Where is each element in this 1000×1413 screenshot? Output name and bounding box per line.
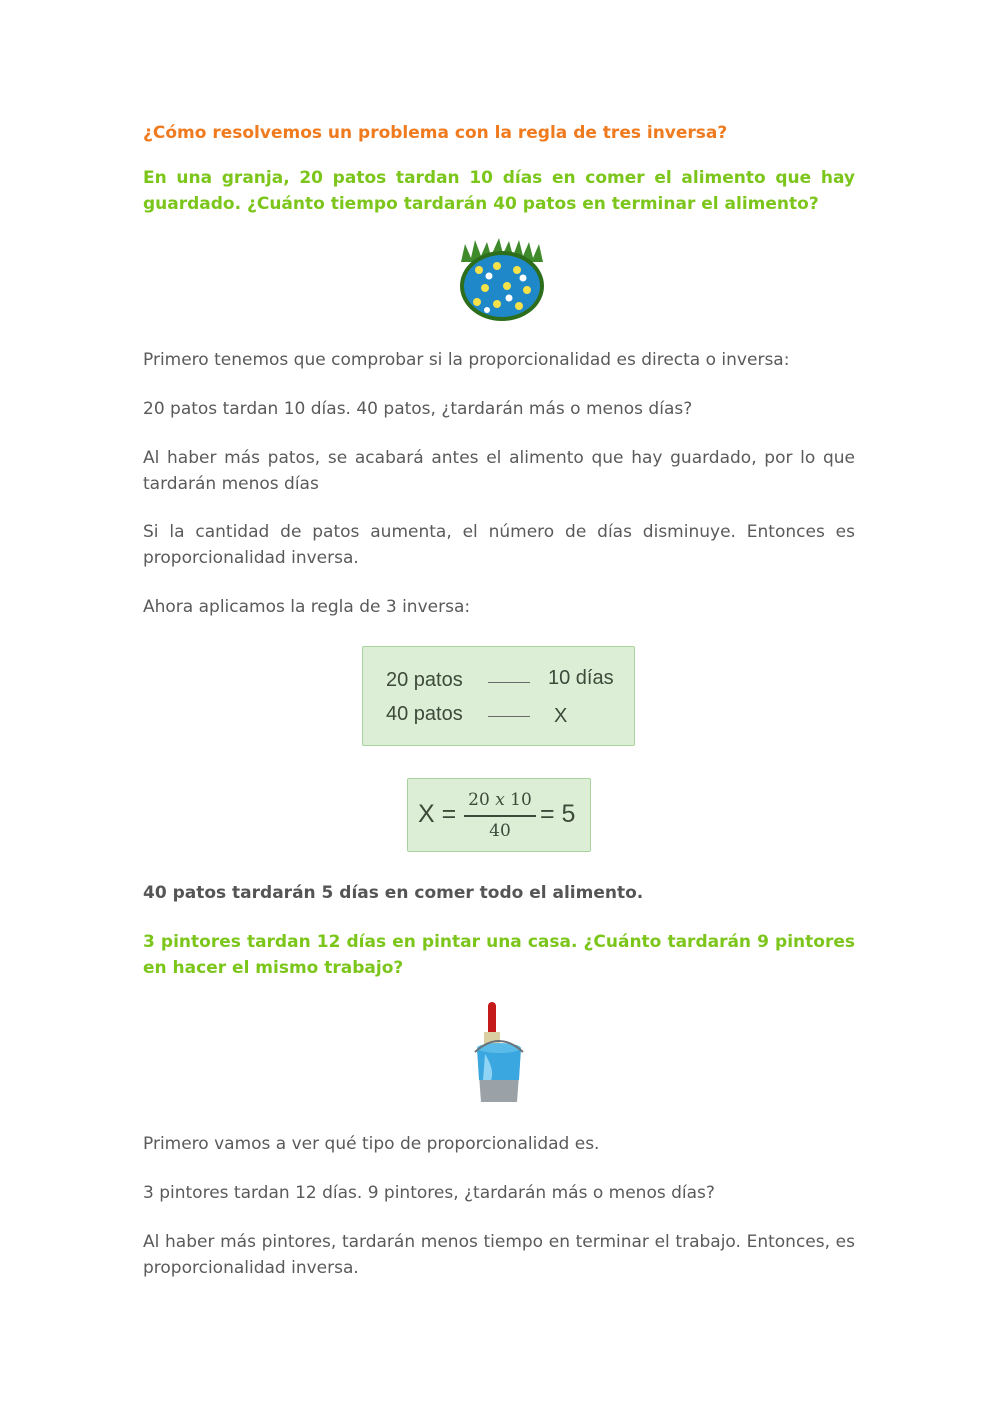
rule-row1-left: 20 patos <box>386 669 463 691</box>
formula-lhs: X = <box>418 800 457 828</box>
p2-question-text: 3 pintores tardan 12 días. 9 pintores, ¿tardarán más o menos días? <box>143 1183 715 1203</box>
formula-fraction-bar <box>464 815 536 817</box>
p1-answer: 40 patos tardarán 5 días en comer todo el alimento. <box>143 883 644 903</box>
problem-2-statement: 3 pintores tardan 12 días en pintar una casa. ¿Cuánto tardarán 9 pintores en hacer el mismo trabajo? <box>143 932 855 978</box>
formula-denominator: 40 <box>489 821 511 841</box>
p1-reason-text: Al haber más patos, se acabará antes el alimento que hay guardado, por lo que tardarán menos días <box>143 448 855 494</box>
paint-bucket-illustration <box>471 1000 527 1108</box>
rule-row2-left: 40 patos <box>386 703 463 725</box>
rule-row1-dash <box>488 682 530 683</box>
formula-numerator: 20 𝑥 10 <box>468 790 532 810</box>
page-heading: ¿Cómo resolvemos un problema con la regla de tres inversa? <box>143 123 728 143</box>
problem-1-statement: En una granja, 20 patos tardan 10 días en comer el alimento que hay guardado. ¿Cuánto tiempo tardarán 40 patos en terminar el alimento? <box>143 168 855 214</box>
rule-of-three-box <box>362 646 635 746</box>
duck-pond-illustration <box>457 236 547 324</box>
p2-check-text: Primero vamos a ver qué tipo de proporcionalidad es. <box>143 1134 600 1154</box>
p1-apply-text: Ahora aplicamos la regla de 3 inversa: <box>143 597 471 617</box>
p1-question-text: 20 patos tardan 10 días. 40 patos, ¿tardarán más o menos días? <box>143 399 693 419</box>
rule-row2-dash <box>488 716 530 717</box>
formula-box <box>407 778 591 852</box>
p1-conclusion-text: Si la cantidad de patos aumenta, el número de días disminuye. Entonces es proporcionalidad inversa. <box>143 522 855 568</box>
formula-rhs: = 5 <box>540 800 576 828</box>
rule-row1-right: 10 días <box>548 667 614 689</box>
rule-row2-right: X <box>554 705 568 727</box>
p1-check-text: Primero tenemos que comprobar si la proporcionalidad es directa o inversa: <box>143 350 790 370</box>
p2-reason-text: Al haber más pintores, tardarán menos tiempo en terminar el trabajo. Entonces, es proporcionalidad inversa. <box>143 1232 855 1278</box>
